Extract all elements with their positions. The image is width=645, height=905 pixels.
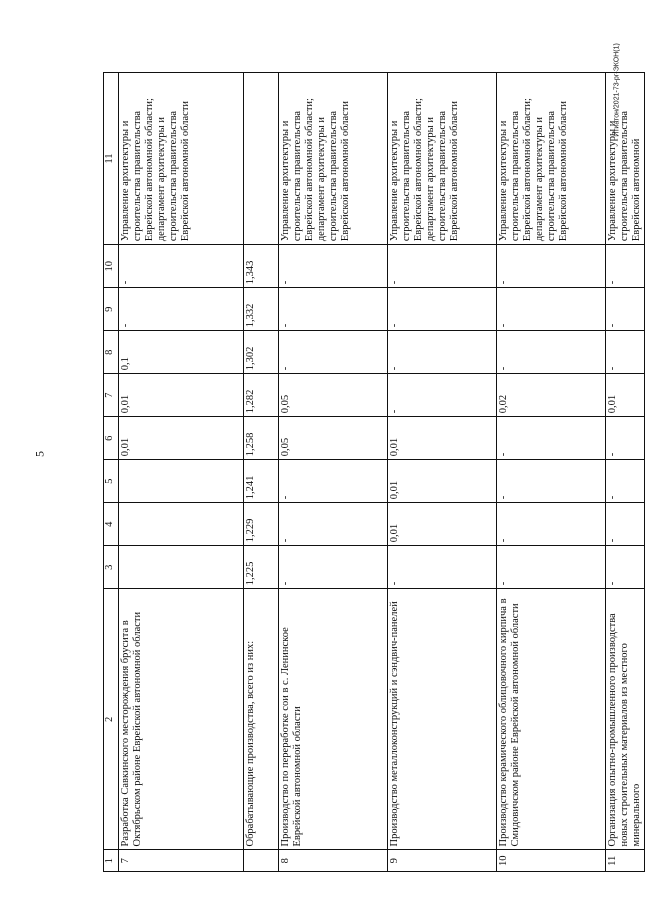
value-cell: - — [119, 245, 244, 288]
value-cell: - — [388, 331, 497, 374]
responsible-executor — [244, 73, 279, 245]
responsible-executor: Управление архитектуры и строительства правительства Еврейской автономной области; департамент архитектуры и строительства правительства Еврейской автономной области — [497, 73, 606, 245]
project-name: Разработка Савкинского месторождения брусита в Октябрьском районе Еврейской автономной области — [119, 589, 244, 850]
value-cell: 0,01 — [119, 374, 244, 417]
value-cell: 1,282 — [244, 374, 279, 417]
row-number — [244, 850, 279, 872]
value-cell: 1,258 — [244, 417, 279, 460]
page-number: 5 — [32, 451, 47, 457]
value-cell: - — [279, 503, 388, 546]
value-cell: - — [497, 460, 606, 503]
project-name: Организация опытно-промышленного производства новых строительных материалов из местного минерального — [606, 589, 645, 850]
table-row — [244, 73, 279, 872]
column-header: 11 — [104, 73, 119, 245]
row-number: 9 — [388, 850, 497, 872]
value-cell: 1,343 — [244, 245, 279, 288]
value-cell: 0,01 — [606, 374, 645, 417]
table-body — [104, 73, 645, 872]
value-cell: - — [279, 546, 388, 589]
responsible-executor: Управление архитектуры и строительства правительства Еврейской автономной области; департамент архитектуры и строительства правительства Еврейской автономной области — [388, 73, 497, 245]
project-name: Производство керамического облицовочного кирпича в Смидовичском районе Еврейской автономной области — [497, 589, 606, 850]
value-cell: 0,05 — [279, 374, 388, 417]
value-cell: 0,01 — [119, 417, 244, 460]
column-header: 6 — [104, 417, 119, 460]
value-cell: - — [279, 460, 388, 503]
project-name: Обрабатывающие производства, всего из них: — [244, 589, 279, 850]
value-cell: - — [606, 503, 645, 546]
table-row — [388, 73, 497, 872]
column-header: 10 — [104, 245, 119, 288]
value-cell: - — [497, 288, 606, 331]
value-cell: - — [279, 245, 388, 288]
value-cell: 0,01 — [388, 503, 497, 546]
value-cell: - — [606, 288, 645, 331]
row-number: 7 — [119, 850, 244, 872]
value-cell — [119, 503, 244, 546]
header-row — [104, 73, 119, 872]
table-row — [279, 73, 388, 872]
value-cell: - — [606, 417, 645, 460]
value-cell: - — [119, 288, 244, 331]
value-cell: 0,01 — [388, 417, 497, 460]
value-cell: 0,1 — [119, 331, 244, 374]
value-cell: - — [497, 245, 606, 288]
column-header: 3 — [104, 546, 119, 589]
value-cell: 1,332 — [244, 288, 279, 331]
column-header: 9 — [104, 288, 119, 331]
row-number: 11 — [606, 850, 645, 872]
value-cell: 1,302 — [244, 331, 279, 374]
column-header: 2 — [104, 589, 119, 850]
row-number: 10 — [497, 850, 606, 872]
value-cell: - — [388, 546, 497, 589]
plan-table — [103, 72, 645, 872]
document-reference: Итиатон/2021-73-рг-ЭКОН(1) — [613, 43, 621, 137]
value-cell: - — [388, 374, 497, 417]
responsible-executor: Управление архитектуры и строительства правительства Еврейской автономной — [606, 73, 645, 245]
value-cell: 1,229 — [244, 503, 279, 546]
value-cell: 1,225 — [244, 546, 279, 589]
value-cell: 1,241 — [244, 460, 279, 503]
responsible-executor: Управление архитектуры и строительства правительства Еврейской автономной области; департамент архитектуры и строительства правительства Еврейской автономной области — [279, 73, 388, 245]
value-cell — [119, 460, 244, 503]
value-cell: - — [279, 331, 388, 374]
table-row — [606, 73, 645, 872]
value-cell: - — [606, 546, 645, 589]
value-cell: - — [388, 245, 497, 288]
value-cell: 0,05 — [279, 417, 388, 460]
table-row — [119, 73, 244, 872]
project-name: Производство по переработке сои в с. Ленинское Еврейской автономной области — [279, 589, 388, 850]
table-row — [497, 73, 606, 872]
value-cell: - — [606, 331, 645, 374]
value-cell: - — [606, 460, 645, 503]
value-cell: 0,01 — [388, 460, 497, 503]
value-cell: - — [388, 288, 497, 331]
column-header: 1 — [104, 850, 119, 872]
responsible-executor: Управление архитектуры и строительства правительства Еврейской автономной области; департамент архитектуры и строительства правительства Еврейской автономной области — [119, 73, 244, 245]
column-header: 5 — [104, 460, 119, 503]
value-cell: - — [497, 331, 606, 374]
value-cell — [119, 546, 244, 589]
project-name: Производство металлоконструкций и сэндвич-панелей — [388, 589, 497, 850]
value-cell: - — [279, 288, 388, 331]
value-cell: - — [606, 245, 645, 288]
column-header: 4 — [104, 503, 119, 546]
value-cell: - — [497, 417, 606, 460]
value-cell: 0,02 — [497, 374, 606, 417]
column-header: 8 — [104, 331, 119, 374]
row-number: 8 — [279, 850, 388, 872]
column-header: 7 — [104, 374, 119, 417]
value-cell: - — [497, 546, 606, 589]
value-cell: - — [497, 503, 606, 546]
